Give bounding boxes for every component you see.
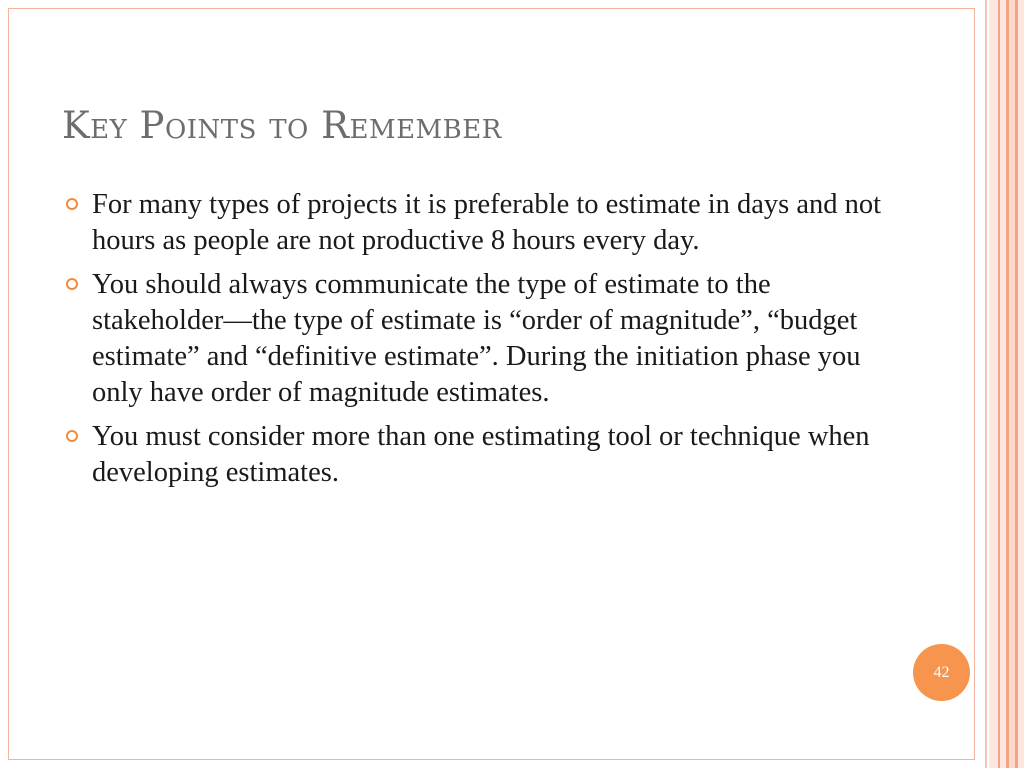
hollow-circle-bullet-icon <box>66 278 78 290</box>
bullet-item <box>66 187 886 259</box>
page-number: 42 <box>933 663 950 681</box>
bullet-text: You should always communicate the type of estimate to the stakeholder—the type of estimate is “order of magnitude”, “budget estimate” and “definitive estimate”. During the initiation phase you only have order of magnitude estimates. <box>92 269 861 408</box>
hollow-circle-bullet-icon <box>66 198 78 210</box>
bullet-text: You must consider more than one estimating tool or technique when developing estimates. <box>92 421 870 488</box>
page-number-badge <box>913 644 970 701</box>
decorative-stripe <box>1018 0 1024 768</box>
hollow-circle-bullet-icon <box>66 430 78 442</box>
bullet-list <box>66 187 886 499</box>
slide-title: Key Points to Remember <box>62 104 502 147</box>
bullet-item <box>66 267 886 411</box>
bullet-text: For many types of projects it is preferable to estimate in days and not hours as people are not productive 8 hours every day. <box>92 189 882 256</box>
bullet-item <box>66 419 886 491</box>
decorative-stripe <box>989 0 998 768</box>
decorative-stripe <box>985 0 987 768</box>
